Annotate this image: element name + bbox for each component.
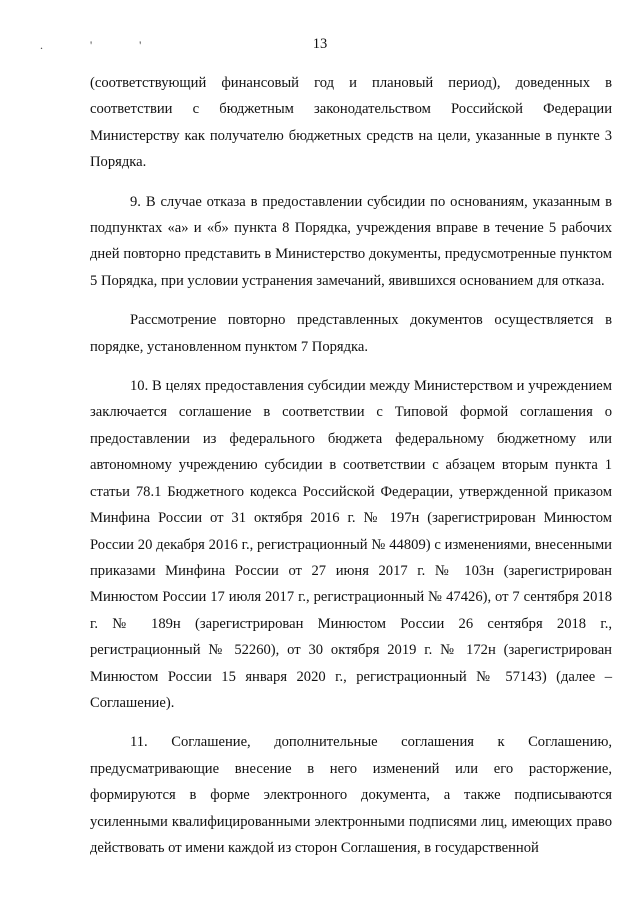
paragraph-11: 11. Соглашение, дополнительные соглашения к Соглашению, предусматривающие внесение в него изменений или его расторжение, формируются в форме электронного документа, а также подписываются усиленными квалифицированными электронными подписями лиц, имеющих право действовать от имени каждой из сторон Соглашения, в государственной <box>90 734 612 856</box>
paragraph-9: 9. В случае отказа в предоставлении субсидии по основаниям, указанным в подпунктах «а» и «б» пункта 8 Порядка, учреждения вправе в течение 5 рабочих дней повторно представить в Министерство документы, предусмотренные пунктом 5 Порядка, при условии устранения замечаний, явившихся основанием для отказа. <box>90 193 612 289</box>
paragraph-10: 10. В целях предоставления субсидии между Министерством и учреждением заключается соглашение в соответствии с Типовой формой соглашения о предоставлении из федерального бюджета федеральному бюджетному или автономному учреждению субсидии в соответствии с абзацем вторым пункта 1 статьи 78.1 Бюджетного кодекса Российской Федерации, утвержденной приказом Минфина России от 31 октября 2016 г. № 197н (зарегистрирован Минюстом России 20 декабря 2016 г., регистрационный № 44809) с изменениями, внесенными приказами Минфина России от 27 июня 2017 г. № 103н (зарегистрирован Минюстом России 17 июля 2017 г., регистрационный № 47426), от 7 сентября 2018 г. № 189н (зарегистрирован Минюстом России 26 сентября 2018 г., регистрационный № 52260), от 30 октября 2019 г. № 172н (зарегистрирован Минюстом России 15 января 2020 г., регистрационный № 57143) (далее – Соглашение). <box>90 378 612 711</box>
page-number: 13 <box>312 36 328 52</box>
paragraph-continuation: (соответствующий финансовый год и плановый период), доведенных в соответствии с бюджетным законодательством Российской Федерации Министерству как получателю бюджетных средств на цели, указанные в пункте 3 Порядка. <box>90 75 612 171</box>
document-body <box>90 70 612 861</box>
paragraph-9-review: Рассмотрение повторно представленных документов осуществляется в порядке, установленном пунктом 7 Порядка. <box>90 312 612 355</box>
scan-marks: . ' ' <box>40 38 164 52</box>
